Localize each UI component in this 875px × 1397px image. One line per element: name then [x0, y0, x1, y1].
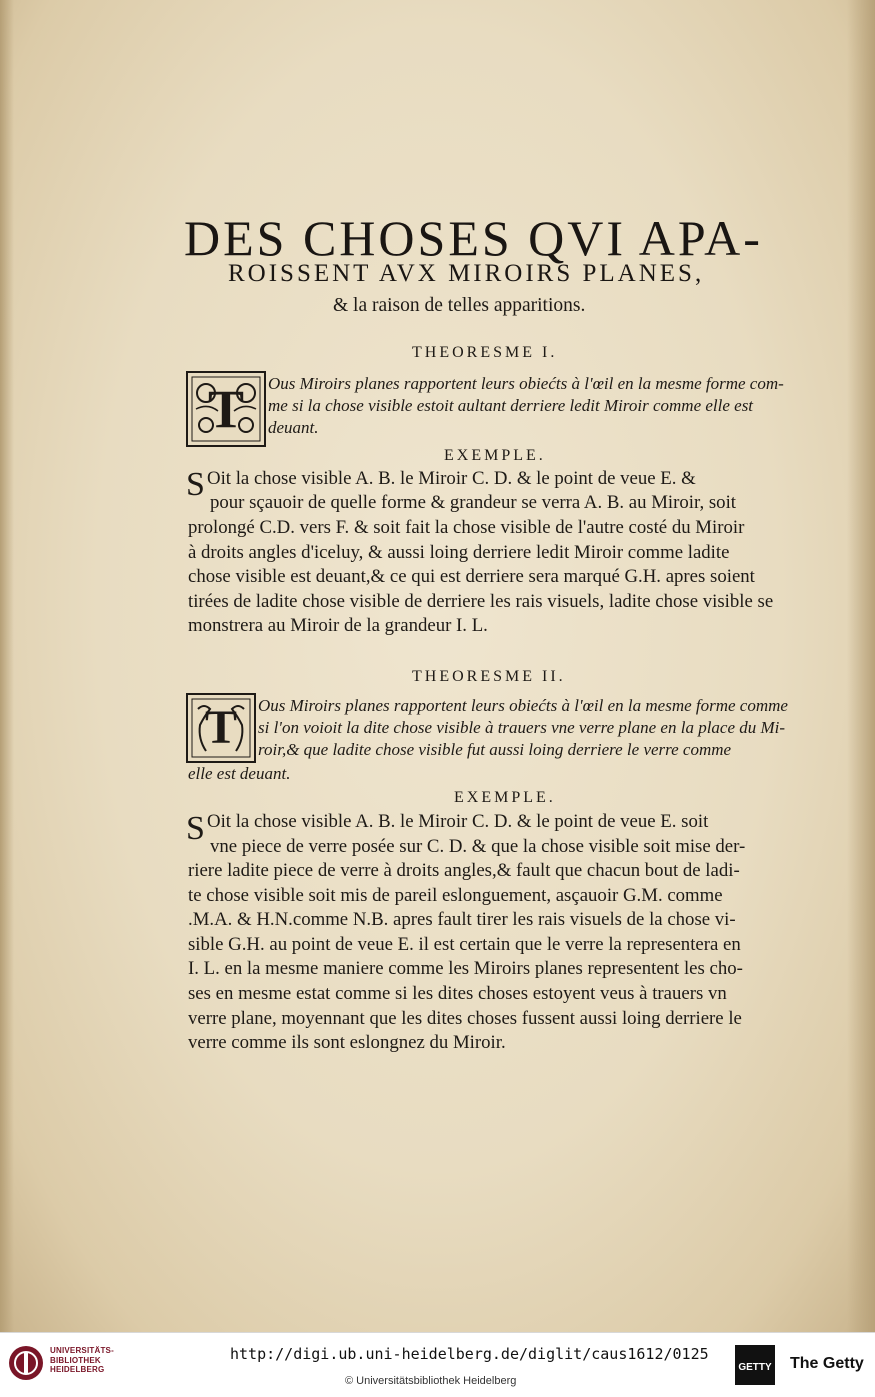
theorem-1-heading: THEORESME I. [412, 344, 558, 361]
text-line: I. L. en la mesme maniere comme les Miroirs planes representent les cho- [188, 958, 743, 980]
theorem-2-text [258, 695, 788, 761]
library-name-line: HEIDELBERG [50, 1365, 105, 1374]
text-line: verre comme ils sont eslongnez du Miroir. [188, 1032, 506, 1054]
decorated-initial-2 [186, 693, 256, 763]
page-edge-shadow-left [0, 0, 14, 1332]
example-2-second-line [210, 835, 745, 860]
example-2-text [188, 859, 743, 1056]
example-2-heading: EXEMPLE. [454, 789, 556, 806]
partner-name: The Getty [790, 1355, 864, 1372]
text-line: Oit la chose visible A. B. le Miroir C. D. & le point de veue E. & [207, 468, 696, 489]
library-name-line: BIBLIOTHEK [50, 1355, 101, 1365]
library-name [50, 1346, 114, 1375]
example-1-text [188, 516, 773, 639]
chapter-title-line-2: ROISSENT AVX MIROIRS PLANES, [228, 260, 705, 287]
example-1-heading: EXEMPLE. [444, 447, 546, 464]
example-1-initial: S [186, 466, 205, 503]
theorem-2-heading: THEORESME II. [412, 668, 566, 685]
example-2-first-line [207, 810, 708, 835]
dropcap-letter: T [204, 701, 237, 754]
text-line: prolongé C.D. vers F. & soit fait la chose visible de l'autre costé du Miroir [188, 517, 745, 538]
chapter-subtitle: & la raison de telles apparitions. [333, 295, 586, 316]
text-line: te chose visible soit mis de pareil eslonguement, asçauoir G.M. comme [188, 884, 723, 906]
library-name-line: UNIVERSITÄTS- [50, 1346, 114, 1355]
example-1-first-line [207, 467, 696, 492]
text-line: elle est deuant. [188, 764, 291, 783]
text-line: si l'on voioit la dite chose visible à trauers vne verre plane en la place du Mi- [258, 718, 786, 737]
text-line: .M.A. & H.N.comme N.B. apres fault tirer les rais visuels de la chose vi- [188, 909, 736, 931]
text-line: chose visible est deuant,& ce qui est derriere sera marqué G.H. apres soient [188, 566, 755, 588]
page-edge-shadow-right [847, 0, 875, 1332]
text-line: Ous Miroirs planes rapportent leurs obiećts à l'œil en la mesme forme com- [268, 374, 784, 393]
decorated-initial-1 [186, 371, 266, 447]
text-line: pour sçauoir de quelle forme & grandeur se verra A. B. au Miroir, soit [210, 492, 737, 513]
text-line: monstrera au Miroir de la grandeur I. L. [188, 615, 488, 637]
permalink-url[interactable]: http://digi.ub.uni-heidelberg.de/diglit/caus1612/0125 [230, 1345, 709, 1363]
chapter-title-line-1: DES CHOSES QVI APA- [184, 210, 763, 266]
text-line: sible G.H. au point de veue E. il est certain que le verre la representera en [188, 933, 741, 955]
dropcap-letter: T [207, 379, 245, 439]
copyright-notice: © Universitätsbibliothek Heidelberg [345, 1375, 517, 1387]
text-line: deuant. [268, 418, 319, 437]
text-line: riere ladite piece de verre à droits angles,& fault que chacun bout de ladi- [188, 860, 740, 881]
text-line: verre plane, moyennant que les dites choses fussent aussi loing derriere le [188, 1007, 742, 1029]
getty-logo-mark: GETTY [738, 1362, 772, 1373]
text-line: ses en mesme estat comme si les dites choses estoyent veus à trauers vn [188, 982, 727, 1004]
text-line: tirées de ladite chose visible de derriere les rais visuels, ladite chose visible se [188, 590, 774, 612]
text-line: roir,& que ladite chose visible fut aussi loing derriere le verre comme [258, 740, 732, 759]
text-line: Oit la chose visible A. B. le Miroir C. D. & le point de veue E. soit [207, 811, 709, 832]
text-line: me si la chose visible estoit aultant derriere ledit Miroir comme elle est [268, 396, 754, 415]
theorem-1-text [268, 373, 784, 439]
university-library-logo-icon [8, 1345, 44, 1381]
example-1-second-line [210, 491, 736, 516]
text-line: vne piece de verre posée sur C. D. & que la chose visible soit mise der- [210, 836, 746, 857]
text-line: Ous Miroirs planes rapportent leurs obiećts à l'œil en la mesme forme comme [258, 696, 788, 715]
viewer-footer [0, 1332, 875, 1397]
theorem-2-last-line [188, 763, 290, 785]
getty-logo-icon [735, 1345, 775, 1385]
text-line: à droits angles d'iceluy, & aussi loing derriere ledit Miroir comme ladite [188, 541, 730, 563]
example-2-initial: S [186, 810, 205, 847]
